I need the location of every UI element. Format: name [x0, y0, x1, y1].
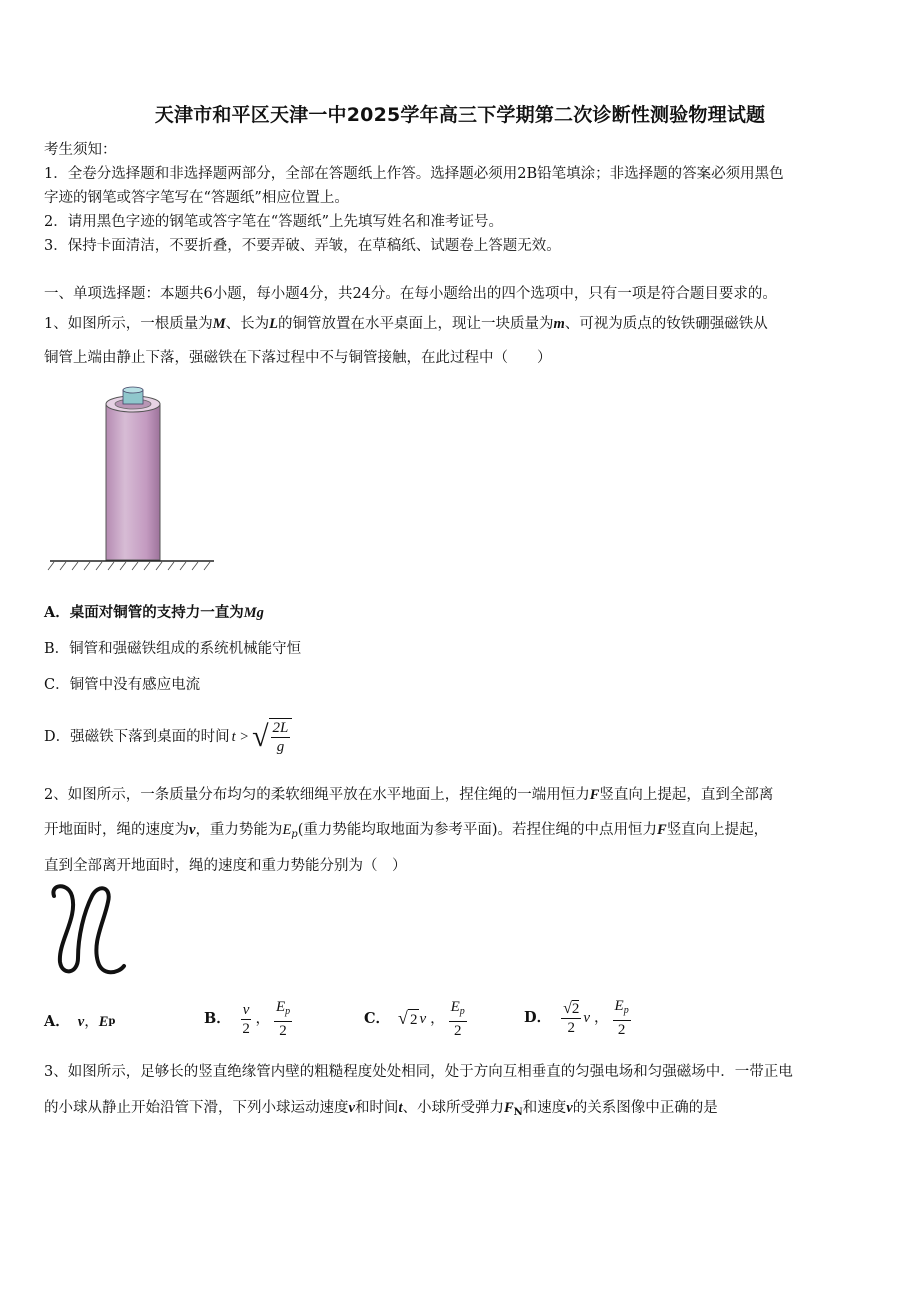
frac-2d: 2	[567, 1019, 575, 1036]
q1-line-1	[44, 314, 768, 334]
q1-text-c: 的铜管放置在水平桌面上，现让一块质量为	[278, 316, 554, 332]
frac-sub-p: p	[285, 1006, 291, 1017]
sqrt-2: √ 2	[398, 1008, 418, 1028]
frac-E-c: E	[450, 999, 460, 1015]
q2-option-b-label: B．	[204, 1010, 231, 1027]
notice-heading: 考生须知：	[44, 142, 117, 158]
q2-line-2	[44, 820, 768, 845]
q1-line-2: 铜管上端由静止下落，强磁铁在下落过程中不与铜管接触，在此过程中（ ）	[44, 350, 552, 366]
frac-2b: 2	[279, 1023, 287, 1039]
var-m: m	[553, 316, 565, 332]
q3-text-d: 和速度	[522, 1100, 567, 1116]
q2-text-e: (重力势能均取地面为参考平面)。若捏住绳的中点用恒力	[297, 822, 658, 838]
frac-2e: 2	[617, 1022, 626, 1038]
frac-sub-p-c: p	[459, 1006, 465, 1017]
var-v-q3: v	[348, 1100, 355, 1116]
q3-line-2	[44, 1098, 718, 1123]
var-v: v	[189, 822, 196, 838]
notice-item-1: 1．全卷分选择题和非选择题两部分，全部在答题纸上作答。选择题必须用2B铅笔填涂；非选择题的答案必须用黑色	[44, 166, 784, 182]
frac-numerator: 2L	[272, 720, 289, 736]
var-v-d: v	[583, 1010, 591, 1026]
rope-figure	[48, 882, 132, 982]
frac-2: 2	[242, 1020, 250, 1037]
sub-p: p	[291, 829, 298, 840]
q1-text-d: 、可视为质点的钕铁硼强磁铁从	[564, 316, 768, 332]
sub-N: N	[513, 1107, 523, 1118]
q2-option-b	[204, 994, 292, 1044]
comma: ，	[430, 1011, 445, 1027]
page-title: 天津市和平区天津一中2025学年高三下学期第二次诊断性测验物理试题	[154, 104, 766, 126]
var-v-q3b: v	[566, 1100, 573, 1116]
q2-text-c: 开地面时，绳的速度为	[44, 822, 189, 838]
sqrt-2-value: 2	[408, 1009, 420, 1030]
notice-item-2: 2．请用黑色字迹的钢笔或答字笔在“答题纸”上先填写姓名和准考证号。	[44, 214, 504, 230]
q2-line-1	[44, 785, 773, 805]
rope-curve	[53, 886, 124, 972]
var-E: E	[282, 822, 292, 838]
var-v-c: v	[419, 1011, 427, 1027]
q1-option-a	[44, 603, 264, 623]
q3-text-c: 、小球所受弹力	[402, 1100, 504, 1116]
q1-option-d-text: D．强磁铁下落到桌面的时间	[44, 729, 230, 745]
q2-text-b: 竖直向上提起，直到全部离	[599, 787, 774, 803]
var-v-a: v	[77, 1014, 85, 1030]
magnet-top	[123, 387, 143, 393]
frac-v: v	[242, 1001, 250, 1018]
q3-text-e: 的关系图像中正确的是	[572, 1100, 718, 1116]
copper-tube	[106, 404, 160, 560]
var-M: M	[212, 316, 226, 332]
frac-sqrt2: 2	[571, 1000, 580, 1017]
q1-option-b: B．铜管和强磁铁组成的系统机械能守恒	[44, 641, 302, 657]
q2-text-d: ，重力势能为	[195, 822, 283, 838]
copper-tube-figure	[44, 384, 224, 580]
q1-text-b: 、长为	[225, 316, 270, 332]
q2-option-a-label: A．	[44, 1013, 70, 1030]
q2-text-f: 竖直向上提起，	[666, 822, 769, 838]
frac-sub-p-d: p	[623, 1005, 629, 1016]
var-F-2: F	[657, 822, 667, 838]
var-Mg: Mg	[243, 605, 264, 621]
var-t-q3: t	[398, 1100, 403, 1116]
comma: ，	[84, 1014, 99, 1030]
q3-text-b: 和时间	[354, 1100, 399, 1116]
q2-option-c	[364, 994, 467, 1044]
var-E-a: E	[98, 1014, 109, 1030]
q2-option-d-label: D．	[524, 1009, 552, 1026]
q3-text-a: 的小球从静止开始沿管下滑，下列小球运动速度	[44, 1100, 349, 1116]
frac-E-d: E	[614, 998, 624, 1014]
comma: ，	[255, 1011, 270, 1027]
notice-item-3: 3．保持卡面清洁，不要折叠，不要弄破、弄皱，在草稿纸、试题卷上答题无效。	[44, 238, 561, 254]
q2-option-a	[44, 1002, 115, 1042]
q1-option-c: C．铜管中没有感应电流	[44, 677, 201, 693]
var-F-q3: F	[503, 1100, 514, 1116]
q1-text-a: 1、如图所示，一根质量为	[44, 316, 213, 332]
sub-p-a: p	[108, 1016, 116, 1027]
frac-2c: 2	[453, 1023, 462, 1039]
q2-option-d: D． $\frac{√2}{2}$ v ， $\frac{E_p}{2}$	[524, 998, 629, 1038]
q3-line-1: 3、如图所示，足够长的竖直绝缘管内壁的粗糙程度处处相同，处于方向互相垂直的匀强电场和匀强磁场中．一带正电	[44, 1064, 793, 1080]
q2-text-a: 2、如图所示，一条质量分布均匀的柔软细绳平放在水平地面上，捏住绳的一端用恒力	[44, 787, 590, 803]
q2-line-3: 直到全部离开地面时，绳的速度和重力势能分别为（ ）	[44, 858, 407, 874]
frac-denominator: g	[276, 739, 285, 755]
section-heading: 一、单项选择题：本题共6小题，每小题4分，共24分。在每小题给出的四个选项中，只有一项是符合题目要求的。	[44, 286, 777, 302]
var-F: F	[589, 787, 600, 803]
comma: ，	[594, 1010, 609, 1026]
var-t: t >	[231, 729, 250, 745]
q1-option-a-text: A．桌面对铜管的支持力一直为	[44, 604, 244, 621]
frac-E: E	[275, 999, 286, 1015]
q1-option-d	[44, 712, 292, 762]
sqrt-2L-over-g: √ $\frac{2L}{g}$	[252, 718, 292, 756]
notice-item-1-cont: 字迹的钢笔或答字笔写在“答题纸”相应位置上。	[44, 190, 349, 206]
q2-option-c-label: C．	[364, 1010, 391, 1027]
table-hatching	[48, 562, 210, 570]
var-L: L	[269, 316, 278, 332]
